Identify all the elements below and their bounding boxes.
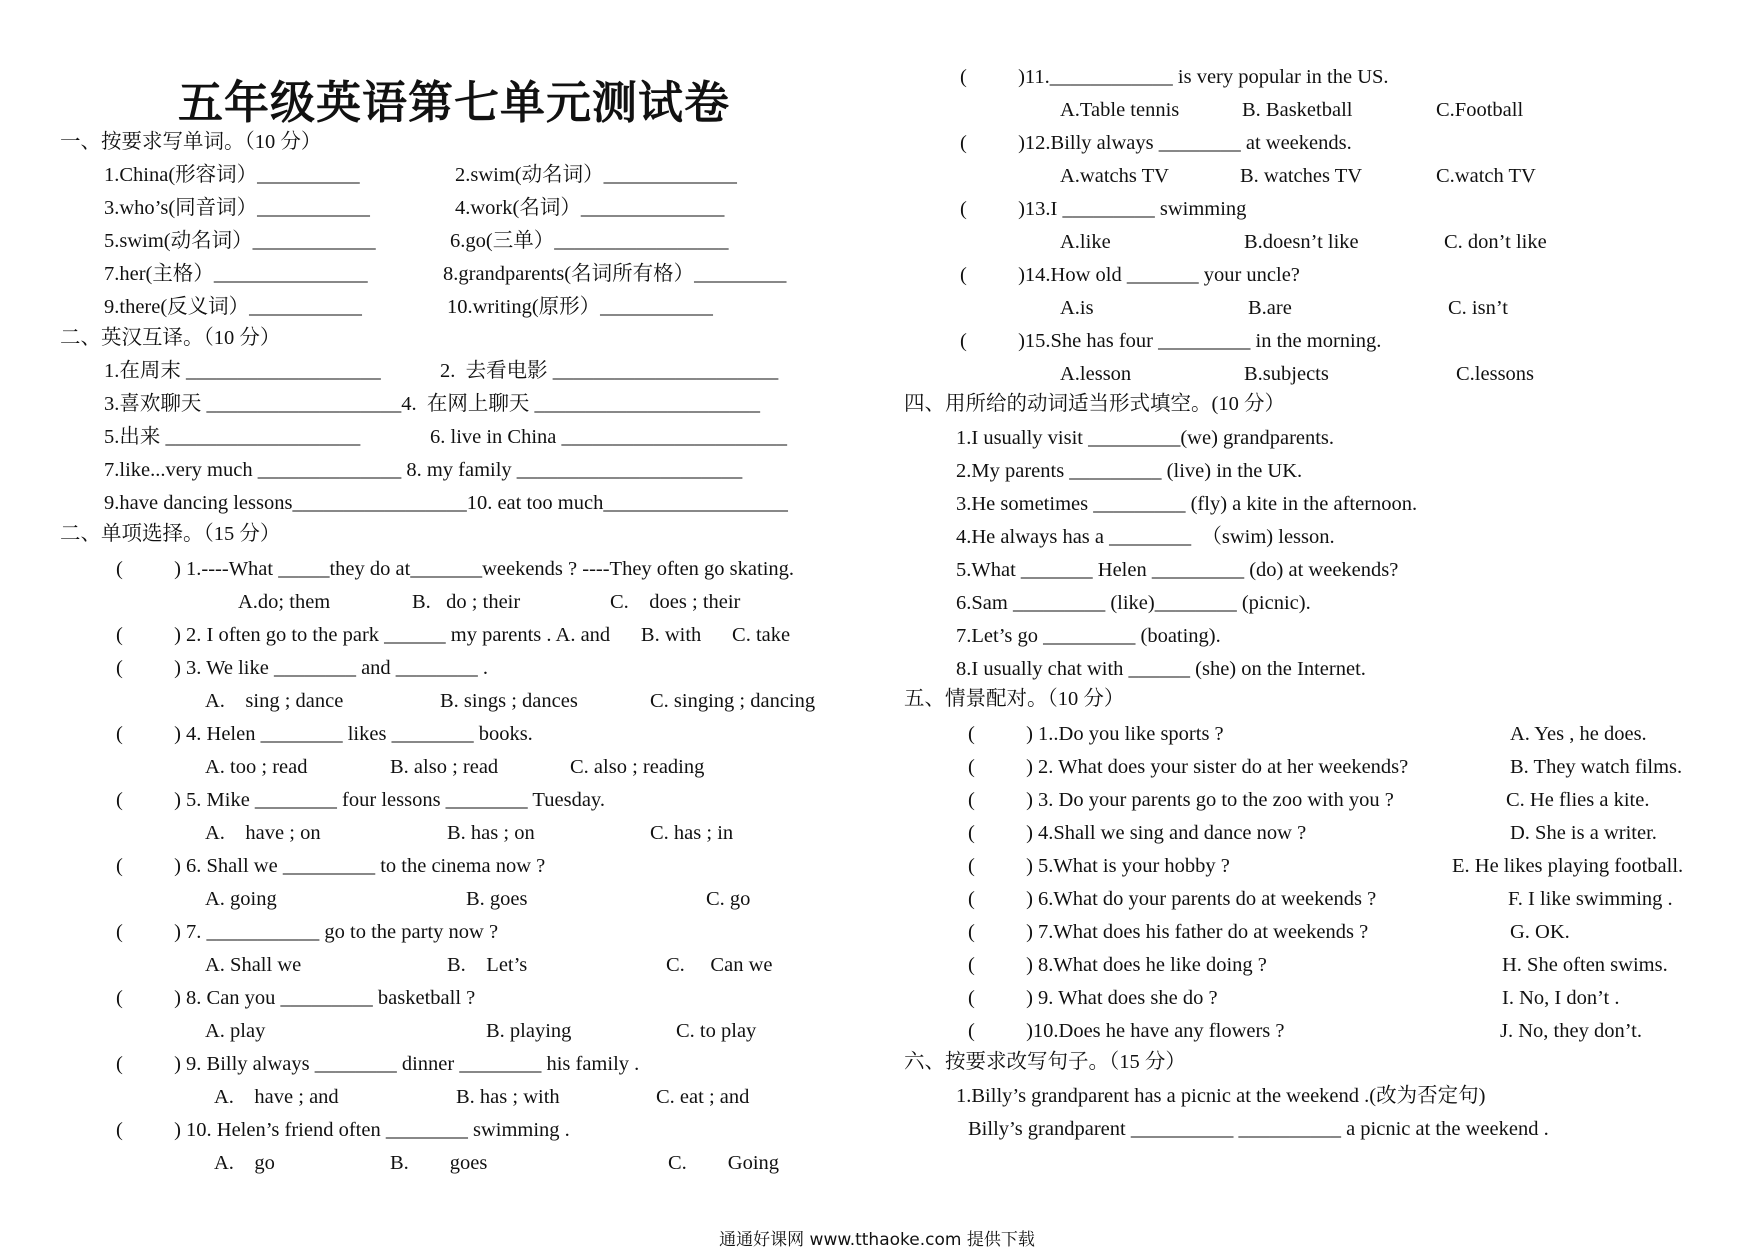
option: C. Going	[668, 1152, 780, 1174]
option: A. sing ; dance	[205, 690, 344, 712]
option: A.Table tennis	[1060, 99, 1180, 121]
question-line: 7.Let’s go _________ (boating).	[956, 625, 1221, 647]
question-line: 1.I usually visit _________(we) grandparents.	[956, 427, 1335, 449]
question-line: 3.He sometimes _________ (fly) a kite in the afternoon.	[956, 493, 1418, 515]
match-question: ( ) 6.What do your parents do at weekends ?	[968, 888, 1377, 910]
option: A. have ; on	[205, 822, 321, 844]
section-heading: 一、按要求写单词。（10 分）	[60, 131, 322, 153]
option: B. has ; with	[456, 1086, 560, 1108]
match-question: ( ) 4.Shall we sing and dance now ?	[968, 822, 1307, 844]
option: A.watchs TV	[1060, 165, 1169, 187]
option: A.like	[1060, 231, 1111, 253]
question-line: Billy’s grandparent __________ __________ a picnic at the weekend .	[968, 1118, 1549, 1140]
question-line: ( )13.I _________ swimming	[960, 198, 1247, 220]
question-line: 5.swim(动名词）____________	[104, 230, 376, 252]
question-line: 1.China(形容词）__________	[104, 164, 360, 186]
question-line: ( ) 2. I often go to the park ______ my parents . A. and B. with C. take	[116, 624, 791, 646]
match-question: ( ) 5.What is your hobby ?	[968, 855, 1230, 877]
match-answer: B. They watch films.	[1510, 756, 1683, 778]
match-question: ( ) 3. Do your parents go to the zoo with you ?	[968, 789, 1394, 811]
question-line: 6.go(三单）_________________	[450, 230, 729, 252]
question-line: ( )14.How old _______ your uncle?	[960, 264, 1300, 286]
match-question: ( ) 9. What does she do ?	[968, 987, 1218, 1009]
question-line: 8.grandparents(名词所有格）_________	[443, 263, 787, 285]
option: C. has ; in	[650, 822, 734, 844]
question-line: 7.her(主格）_______________	[104, 263, 368, 285]
question-line: ( ) 7. ___________ go to the party now ?	[116, 921, 499, 943]
option: C. isn’t	[1448, 297, 1508, 319]
match-answer: J. No, they don’t.	[1500, 1020, 1642, 1042]
question-line: ( )11.____________ is very popular in the US.	[960, 66, 1389, 88]
question-line: 7.like...very much ______________ 8. my family ______________________	[104, 459, 743, 481]
section-heading: 二、单项选择。（15 分）	[60, 523, 281, 545]
question-line: ( ) 1.----What _____they do at_______weekends ? ----They often go skating.	[116, 558, 795, 580]
section-heading: 五、情景配对。（10 分）	[904, 688, 1125, 710]
option: B. sings ; dances	[440, 690, 578, 712]
question-line: 3.喜欢聊天 ___________________4. 在网上聊天 ______________________	[104, 393, 760, 415]
question-line: 4.work(名词）______________	[455, 197, 725, 219]
question-line: 9.have dancing lessons_________________10. eat too much__________________	[104, 492, 788, 514]
match-question: ( ) 8.What does he like doing ?	[968, 954, 1267, 976]
option: C. also ; reading	[570, 756, 705, 778]
question-line: ( )15.She has four _________ in the morning.	[960, 330, 1382, 352]
page-title: 五年级英语第七单元测试卷	[178, 76, 731, 129]
option: C. eat ; and	[656, 1086, 750, 1108]
option: A. play	[205, 1020, 266, 1042]
match-answer: I. No, I don’t .	[1502, 987, 1620, 1009]
option: B.doesn’t like	[1244, 231, 1359, 253]
question-line: 6.Sam _________ (like)________ (picnic).	[956, 592, 1311, 614]
option: C. does ; their	[610, 591, 741, 613]
match-answer: C. He flies a kite.	[1506, 789, 1650, 811]
match-answer: E. He likes playing football.	[1452, 855, 1684, 877]
match-answer: G. OK.	[1510, 921, 1570, 943]
option: A. have ; and	[214, 1086, 339, 1108]
question-line: 4.He always has a ________ （swim) lesson.	[956, 526, 1335, 548]
option: A.is	[1060, 297, 1094, 319]
match-answer: H. She often swims.	[1502, 954, 1668, 976]
question-line: 5.出来 ___________________	[104, 426, 361, 448]
section-heading: 四、用所给的动词适当形式填空。(10 分）	[904, 393, 1285, 415]
match-answer: D. She is a writer.	[1510, 822, 1657, 844]
question-line: 2.swim(动名词）_____________	[455, 164, 737, 186]
question-line: ( ) 10. Helen’s friend often ________ swimming .	[116, 1119, 570, 1141]
question-line: 3.who’s(同音词）___________	[104, 197, 370, 219]
question-line: 1.Billy’s grandparent has a picnic at the weekend .(改为否定句)	[956, 1085, 1486, 1107]
match-question: ( ) 1..Do you like sports ?	[968, 723, 1224, 745]
option: B.subjects	[1244, 363, 1329, 385]
option: A. go	[214, 1152, 275, 1174]
question-line: ( ) 6. Shall we _________ to the cinema now ?	[116, 855, 546, 877]
match-answer: A. Yes , he does.	[1510, 723, 1647, 745]
question-line: 5.What _______ Helen _________ (do) at weekends?	[956, 559, 1399, 581]
option: C. Can we	[666, 954, 773, 976]
option: C. go	[706, 888, 751, 910]
option: B. watches TV	[1240, 165, 1363, 187]
option: C.Football	[1436, 99, 1524, 121]
option: A. Shall we	[205, 954, 302, 976]
option: B. has ; on	[447, 822, 535, 844]
question-line: ( )12.Billy always ________ at weekends.	[960, 132, 1352, 154]
option: C.watch TV	[1436, 165, 1536, 187]
option: C. don’t like	[1444, 231, 1547, 253]
question-line: ( ) 4. Helen ________ likes ________ books.	[116, 723, 533, 745]
match-question: ( )10.Does he have any flowers ?	[968, 1020, 1285, 1042]
option: C. singing ; dancing	[650, 690, 816, 712]
question-line: ( ) 5. Mike ________ four lessons ________ Tuesday.	[116, 789, 605, 811]
question-line: 2. 去看电影 ______________________	[440, 360, 779, 382]
section-heading: 二、英汉互译。（10 分）	[60, 327, 281, 349]
question-line: ( ) 9. Billy always ________ dinner ________ his family .	[116, 1053, 640, 1075]
option: B. Basketball	[1242, 99, 1353, 121]
question-line: 2.My parents _________ (live) in the UK.	[956, 460, 1303, 482]
question-line: ( ) 3. We like ________ and ________ .	[116, 657, 489, 679]
option: B. also ; read	[390, 756, 499, 778]
option: B.are	[1248, 297, 1292, 319]
question-line: 9.there(反义词）___________	[104, 296, 362, 318]
question-line: 6. live in China ______________________	[430, 426, 788, 448]
question-line: 10.writing(原形）___________	[447, 296, 713, 318]
match-question: ( ) 2. What does your sister do at her weekends?	[968, 756, 1409, 778]
question-line: ( ) 8. Can you _________ basketball ?	[116, 987, 476, 1009]
option: B. Let’s	[447, 954, 528, 976]
footer-credit: 通通好课网 www.tthaoke.com 提供下载	[719, 1230, 1035, 1250]
section-heading: 六、按要求改写句子。（15 分）	[904, 1051, 1186, 1073]
question-line: 1.在周末 ___________________	[104, 360, 381, 382]
option: B. goes	[466, 888, 528, 910]
question-line: 8.I usually chat with ______ (she) on the Internet.	[956, 658, 1366, 680]
option: B. playing	[486, 1020, 572, 1042]
match-question: ( ) 7.What does his father do at weekends ?	[968, 921, 1369, 943]
option: B. do ; their	[412, 591, 521, 613]
option: A. too ; read	[205, 756, 308, 778]
option: A.do; them	[238, 591, 331, 613]
option: C. to play	[676, 1020, 757, 1042]
match-answer: F. I like swimming .	[1508, 888, 1673, 910]
option: C.lessons	[1456, 363, 1535, 385]
option: A.lesson	[1060, 363, 1132, 385]
option: B. goes	[390, 1152, 488, 1174]
option: A. going	[205, 888, 277, 910]
